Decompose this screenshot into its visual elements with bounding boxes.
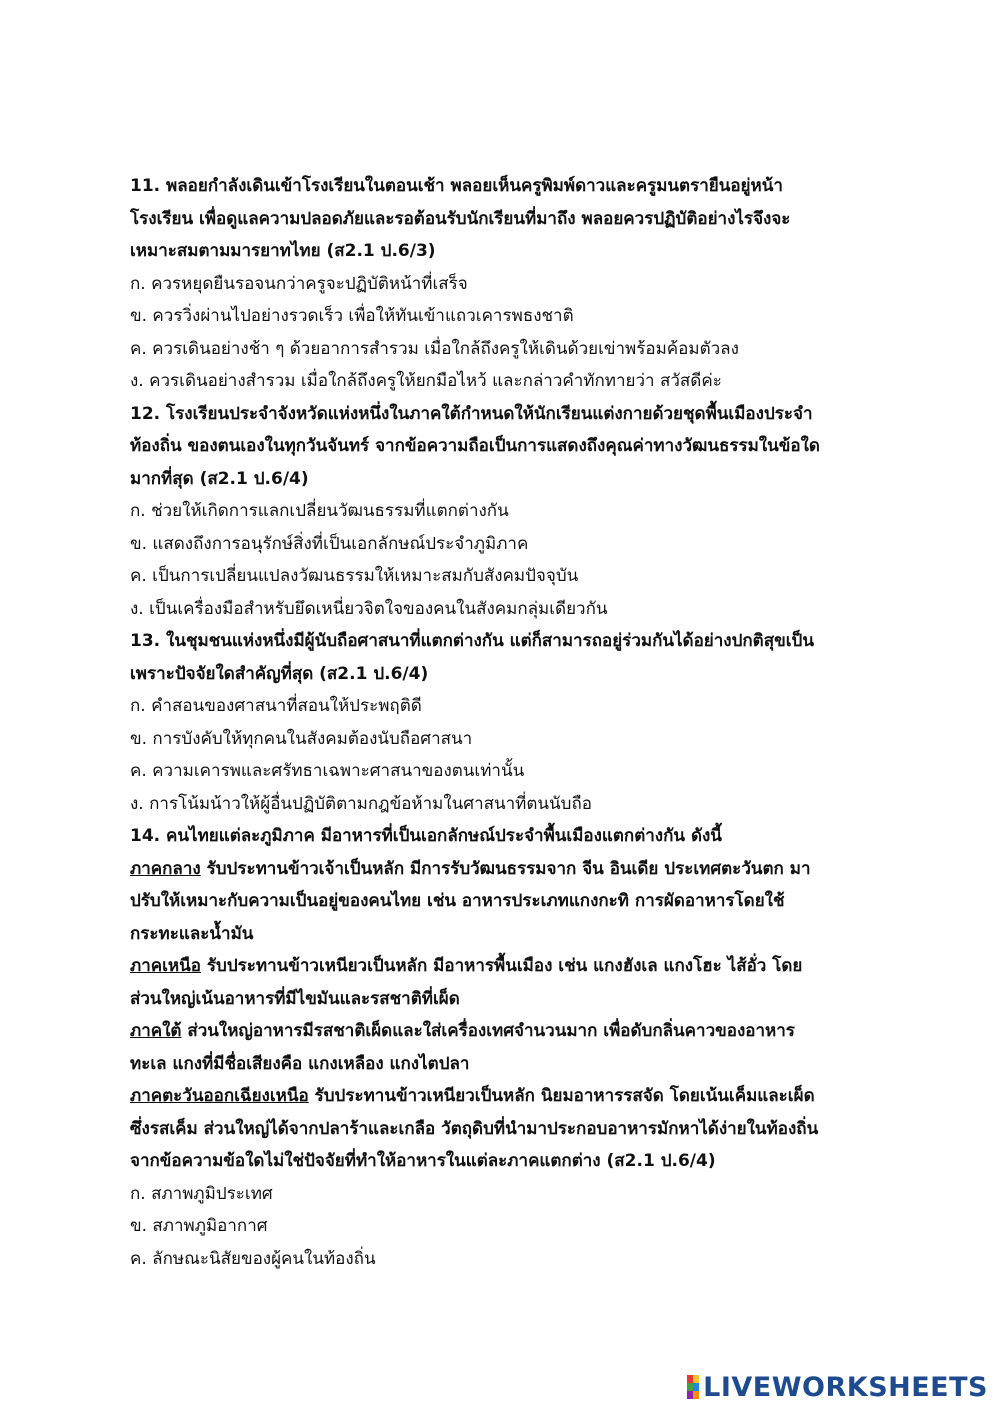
region-label: ภาคใต้	[130, 1021, 182, 1041]
answer-option[interactable]: ข. ควรวิ่งผ่านไปอย่างรวดเร็ว เพื่อให้ทันเข้าแถวเคารพธงชาติ	[130, 306, 574, 326]
question-13	[130, 625, 870, 820]
region-text: ซึ่งรสเค็ม ส่วนใหญ่ได้จากปลาร้าและเกลือ วัตถุดิบที่นำมาประกอบอาหารมักหาได้ง่ายในท้องถิ่น	[130, 1118, 819, 1139]
question-14	[130, 820, 870, 1275]
answer-option[interactable]: ค. ความเคารพและศรัทธาเฉพาะศาสนาของตนเท่านั้น	[130, 761, 525, 781]
region-text: ส่วนใหญ่เน้นอาหารที่มีไขมันและรสชาติที่เผ็ด	[130, 988, 460, 1009]
answer-option[interactable]: ก. สภาพภูมิประเทศ	[130, 1183, 273, 1204]
answer-option[interactable]: ค. เป็นการเปลี่ยนแปลงวัฒนธรรมให้เหมาะสมกับสังคมปัจจุบัน	[130, 566, 579, 586]
answer-option[interactable]: ง. เป็นเครื่องมือสำหรับยึดเหนี่ยวจิตใจของคนในสังคมกลุ่มเดียวกัน	[130, 598, 608, 619]
answer-option[interactable]: ข. สภาพภูมิอากาศ	[130, 1216, 268, 1236]
worksheet-content	[130, 170, 870, 1275]
answer-option[interactable]: ค. ควรเดินอย่างช้า ๆ ด้วยอาการสำรวม เมื่อใกล้ถึงครูให้เดินด้วยเข่าพร้อมค้อมตัวลง	[130, 338, 739, 359]
question-text: 11. พลอยกำลังเดินเข้าโรงเรียนในตอนเช้า พลอยเห็นครูพิมพ์ดาวและครูมนตรายืนอยู่หน้า	[130, 176, 783, 196]
answer-option[interactable]: ข. แสดงถึงการอนุรักษ์สิ่งที่เป็นเอกลักษณ์ประจำภูมิภาค	[130, 533, 529, 554]
question-text: 13. ในชุมชนแห่งหนึ่งมีผู้นับถือศาสนาที่แตกต่างกัน แต่ก็สามารถอยู่ร่วมกันได้อย่างปกติสุขเป็น	[130, 631, 814, 651]
question-12	[130, 398, 870, 626]
question-text: มากที่สุด (ส2.1 ป.6/4)	[130, 468, 309, 489]
region-north	[130, 950, 870, 983]
region-label: ภาคกลาง	[130, 858, 201, 879]
logo-icon	[687, 1375, 699, 1399]
question-text: โรงเรียน เพื่อดูแลความปลอดภัยและรอต้อนรับนักเรียนที่มาถึง พลอยควรปฏิบัติอย่างไรจึงจะ	[130, 208, 791, 229]
region-text: ปรับให้เหมาะกับความเป็นอยู่ของคนไทย เช่น อาหารประเภทแกงกะทิ การผัดอาหารโดยใช้	[130, 891, 785, 911]
answer-option[interactable]: ง. ควรเดินอย่างสำรวม เมื่อใกล้ถึงครูให้ยกมือไหว้ และกล่าวคำทักทายว่า สวัสดีค่ะ	[130, 371, 722, 391]
question-text: ท้องถิ่น ของตนเองในทุกวันจันทร์ จากข้อความถือเป็นการแสดงถึงคุณค่าทางวัฒนธรรมในข้อใด	[130, 436, 820, 456]
region-text: ส่วนใหญ่อาหารมีรสชาติเผ็ดและใส่เครื่องเทศจำนวนมาก เพื่อดับกลิ่นคาวของอาหาร	[181, 1021, 795, 1041]
question-text: เพราะปัจจัยใดสำคัญที่สุด (ส2.1 ป.6/4)	[130, 663, 429, 684]
answer-option[interactable]: ก. คำสอนของศาสนาที่สอนให้ประพฤติดี	[130, 696, 422, 716]
region-label: ภาคเหนือ	[130, 956, 201, 976]
question-text: จากข้อความข้อใดไม่ใช่ปัจจัยที่ทำให้อาหารในแต่ละภาคแตกต่าง (ส2.1 ป.6/4)	[130, 1151, 716, 1171]
region-central	[130, 853, 870, 886]
logo-text: LIVEWORKSHEETS	[703, 1371, 988, 1403]
answer-option[interactable]: ค. ลักษณะนิสัยของผู้คนในท้องถิ่น	[130, 1248, 376, 1269]
question-text: 12. โรงเรียนประจำจังหวัดแห่งหนึ่งในภาคใต้กำหนดให้นักเรียนแต่งกายด้วยชุดพื้นเมืองประจำ	[130, 403, 813, 424]
answer-option[interactable]: ง. การโน้มน้าวให้ผู้อื่นปฏิบัติตามกฎข้อห้ามในศาสนาที่ตนนับถือ	[130, 793, 592, 814]
question-text: เหมาะสมตามมารยาทไทย (ส2.1 ป.6/3)	[130, 241, 436, 261]
region-northeast	[130, 1080, 870, 1113]
liveworksheets-logo	[687, 1370, 988, 1404]
region-text: กระทะและน้ำมัน	[130, 923, 254, 944]
answer-option[interactable]: ข. การบังคับให้ทุกคนในสังคมต้องนับถือศาสนา	[130, 728, 473, 749]
question-11	[130, 170, 870, 398]
region-south	[130, 1015, 870, 1048]
region-label: ภาคตะวันออกเฉียงเหนือ	[130, 1086, 309, 1106]
answer-option[interactable]: ก. ควรหยุดยืนรอจนกว่าครูจะปฏิบัติหน้าที่เสร็จ	[130, 273, 468, 294]
region-text: ทะเล แกงที่มีชื่อเสียงคือ แกงเหลือง แกงไตปลา	[130, 1053, 470, 1074]
region-text: รับประทานข้าวเหนียวเป็นหลัก นิยมอาหารรสจัด โดยเน้นเค็มและเผ็ด	[308, 1086, 815, 1106]
question-text: 14. คนไทยแต่ละภูมิภาค มีอาหารที่เป็นเอกลักษณ์ประจำพื้นเมืองแตกต่างกัน ดังนี้	[130, 826, 722, 846]
region-text: รับประทานข้าวเหนียวเป็นหลัก มีอาหารพื้นเมือง เช่น แกงฮังเล แกงโฮะ ไส้อั่ว โดย	[200, 956, 803, 976]
answer-option[interactable]: ก. ช่วยให้เกิดการแลกเปลี่ยนวัฒนธรรมที่แตกต่างกัน	[130, 501, 509, 521]
region-text: รับประทานข้าวเจ้าเป็นหลัก มีการรับวัฒนธรรมจาก จีน อินเดีย ประเทศตะวันตก มา	[200, 858, 811, 879]
